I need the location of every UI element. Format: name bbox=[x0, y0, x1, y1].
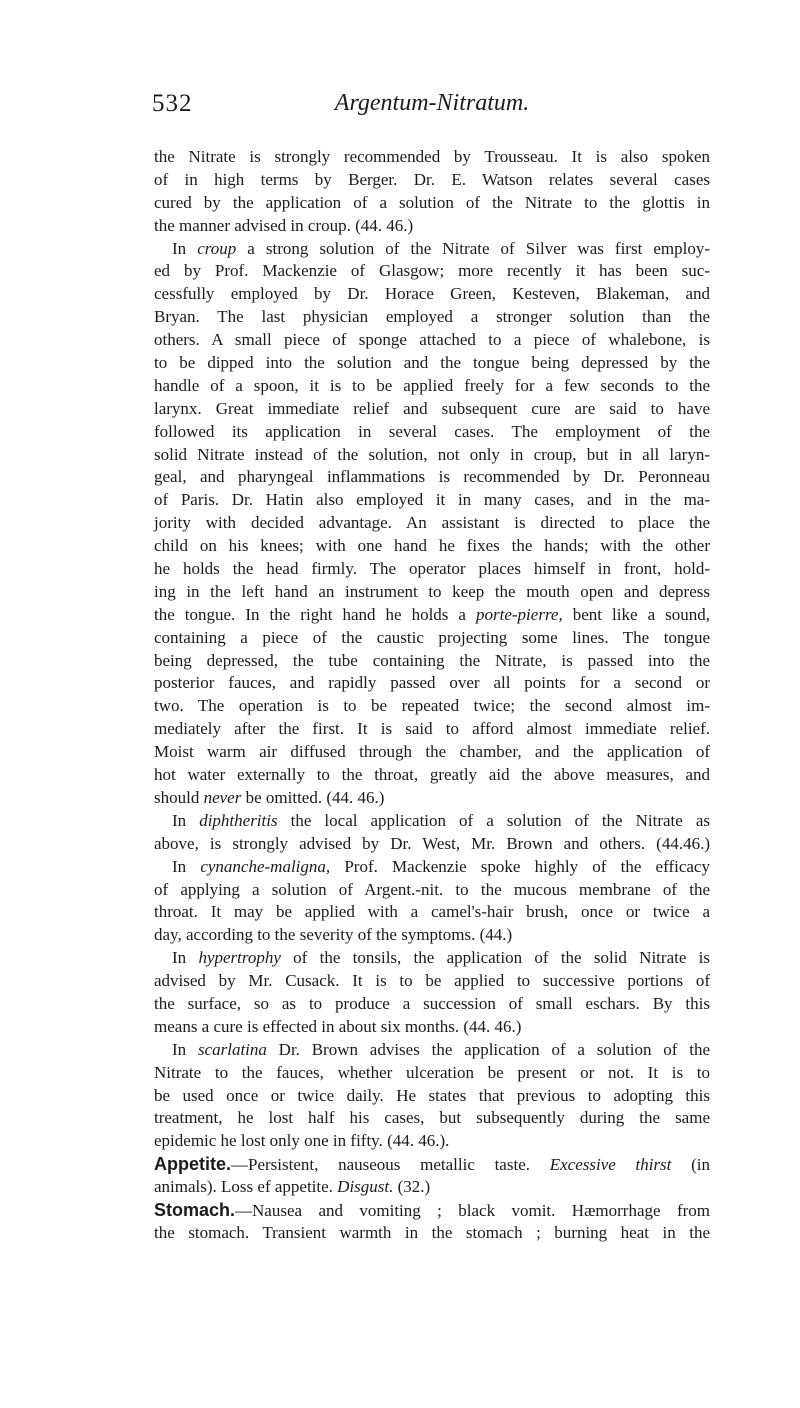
text-line bbox=[154, 146, 710, 169]
text-line bbox=[154, 489, 710, 512]
text-line bbox=[154, 1107, 710, 1130]
text-line bbox=[154, 1222, 710, 1245]
text-run: cured by the application of a solution of the Nitrate to the glottis in bbox=[154, 192, 710, 212]
text-line bbox=[154, 1176, 710, 1199]
text-line bbox=[154, 695, 710, 718]
body-text bbox=[154, 146, 710, 1245]
text-line bbox=[154, 856, 710, 879]
text-run: a strong solution of the Nitrate of Silver was first employ- bbox=[236, 238, 710, 258]
text-line bbox=[154, 718, 710, 741]
italic-term: never bbox=[203, 787, 242, 807]
text-line bbox=[154, 833, 710, 856]
text-line bbox=[154, 924, 710, 947]
text-run: the manner advised in croup. (44. 46.) bbox=[154, 215, 414, 235]
text-run: being depressed, the tube containing the Nitrate, is passed into the bbox=[154, 650, 710, 670]
text-line bbox=[154, 810, 710, 833]
page-header bbox=[152, 90, 712, 126]
text-line bbox=[154, 604, 710, 627]
text-run: be used once or twice daily. He states that previous to adopting this bbox=[154, 1085, 710, 1105]
text-run: above, is strongly advised by Dr. West, Mr. Brown and others. (44.46.) bbox=[154, 833, 710, 853]
text-run: of Paris. Dr. Hatin also employed it in many cases, and in the ma- bbox=[154, 490, 710, 510]
text-line bbox=[154, 947, 710, 970]
text-run: throat. It may be applied with a camel's-hair brush, once or twice a bbox=[154, 902, 710, 922]
italic-term: Excessive thirst bbox=[549, 1155, 672, 1175]
text-run: epidemic he lost only one in fifty. (44. 46.). bbox=[154, 1131, 450, 1151]
text-run: (32.) bbox=[393, 1177, 431, 1197]
text-line bbox=[154, 650, 710, 673]
text-run: he holds the head firmly. The operator places himself in front, hold- bbox=[154, 559, 710, 579]
text-run: others. A small piece of sponge attached to a piece of whalebone, is bbox=[154, 330, 710, 350]
text-line bbox=[154, 993, 710, 1016]
text-line bbox=[154, 375, 710, 398]
italic-term: hypertrophy bbox=[198, 948, 281, 968]
text-line bbox=[154, 215, 710, 238]
text-line bbox=[154, 398, 710, 421]
text-run: treatment, he lost half his cases, but subsequently during the same bbox=[154, 1108, 710, 1128]
text-line bbox=[154, 512, 710, 535]
text-line bbox=[154, 581, 710, 604]
text-run: Dr. Brown advises the application of a solution of the bbox=[266, 1039, 710, 1059]
text-line bbox=[154, 741, 710, 764]
text-run: followed its application in several cases. The employment of the bbox=[154, 421, 710, 441]
text-run: In bbox=[172, 810, 200, 830]
text-run: to be dipped into the solution and the tongue being depressed by the bbox=[154, 353, 710, 373]
text-run: containing a piece of the caustic projecting some lines. The tongue bbox=[154, 627, 710, 647]
italic-term: croup bbox=[197, 238, 237, 258]
text-run: should bbox=[154, 787, 204, 807]
text-run: the Nitrate is strongly recommended by Trousseau. It is also spoken bbox=[154, 147, 710, 166]
text-line bbox=[154, 1062, 710, 1085]
text-line bbox=[154, 192, 710, 215]
text-run: solid Nitrate instead of the solution, not only in croup, but in all laryn- bbox=[154, 444, 710, 464]
text-line bbox=[154, 352, 710, 375]
text-run: Moist warm air diffused through the chamber, and the application of bbox=[154, 742, 710, 762]
italic-term: scarlatina bbox=[197, 1039, 267, 1059]
italic-term: cynanche-maligna, bbox=[200, 856, 331, 876]
text-run: handle of a spoon, it is to be applied freely for a few seconds to the bbox=[154, 375, 710, 395]
text-line bbox=[154, 535, 710, 558]
text-run: —Nausea and vomiting ; black vomit. Hæmorrhage from bbox=[235, 1200, 710, 1220]
text-run: (in bbox=[671, 1155, 711, 1175]
text-line bbox=[154, 787, 710, 810]
text-run: In bbox=[172, 1039, 198, 1059]
text-line bbox=[154, 238, 710, 261]
text-line bbox=[154, 329, 710, 352]
text-run: geal, and pharyngeal inflammations is recommended by Dr. Peronneau bbox=[154, 467, 710, 487]
text-run: of in high terms by Berger. Dr. E. Watson relates several cases bbox=[154, 169, 710, 189]
text-line bbox=[154, 466, 710, 489]
italic-term: porte-pierre, bbox=[476, 604, 563, 624]
text-run: mediately after the first. It is said to afford almost immediate relief. bbox=[154, 719, 710, 739]
text-line bbox=[154, 901, 710, 924]
italic-term: Disgust. bbox=[337, 1177, 394, 1197]
text-run: the surface, so as to produce a succession of small eschars. By this bbox=[154, 993, 710, 1013]
text-line bbox=[154, 1199, 710, 1222]
text-run: of applying a solution of Argent.-nit. to the mucous membrane of the bbox=[154, 879, 710, 899]
text-run: animals). Loss ef appetite. bbox=[154, 1177, 338, 1197]
text-run: In bbox=[172, 856, 201, 876]
text-run: hot water externally to the throat, greatly aid the above measures, and bbox=[154, 765, 710, 785]
text-run: posterior fauces, and rapidly passed over all points for a second or bbox=[154, 673, 710, 693]
text-line bbox=[154, 169, 710, 192]
text-run: of the tonsils, the application of the solid Nitrate is bbox=[280, 948, 710, 968]
section-heading: Stomach. bbox=[154, 1199, 236, 1220]
text-line bbox=[154, 260, 710, 283]
text-run: In bbox=[172, 948, 199, 968]
text-run: ed by Prof. Mackenzie of Glasgow; more recently it has been suc- bbox=[154, 261, 710, 281]
text-line bbox=[154, 672, 710, 695]
text-line bbox=[154, 1039, 710, 1062]
text-run: the tongue. In the right hand he holds a bbox=[154, 604, 477, 624]
text-line bbox=[154, 879, 710, 902]
text-run: —Persistent, nauseous metallic taste. bbox=[231, 1155, 550, 1175]
text-line bbox=[154, 444, 710, 467]
section-heading: Appetite. bbox=[154, 1154, 232, 1175]
text-run: means a cure is effected in about six months. (44. 46.) bbox=[154, 1016, 522, 1036]
text-line bbox=[154, 283, 710, 306]
text-line bbox=[154, 306, 710, 329]
text-line bbox=[154, 764, 710, 787]
text-run: Nitrate to the fauces, whether ulceration be present or not. It is to bbox=[154, 1062, 710, 1082]
text-line bbox=[154, 970, 710, 993]
text-run: day, according to the severity of the symptoms. (44.) bbox=[154, 925, 513, 945]
text-line bbox=[154, 421, 710, 444]
text-run: the local application of a solution of the Nitrate as bbox=[277, 810, 710, 830]
text-run: two. The operation is to be repeated twice; the second almost im- bbox=[154, 696, 710, 716]
text-line bbox=[154, 1130, 710, 1153]
text-run: larynx. Great immediate relief and subsequent cure are said to have bbox=[154, 398, 710, 418]
text-run: jority with decided advantage. An assistant is directed to place the bbox=[154, 513, 710, 533]
text-line bbox=[154, 627, 710, 650]
text-run: Bryan. The last physician employed a stronger solution than the bbox=[154, 307, 710, 327]
text-run: bent like a sound, bbox=[562, 604, 710, 624]
text-run: advised by Mr. Cusack. It is to be applied to successive portions of bbox=[154, 971, 710, 991]
text-run: the stomach. Transient warmth in the stomach ; burning heat in the bbox=[154, 1222, 710, 1242]
text-run: ing in the left hand an instrument to keep the mouth open and depress bbox=[154, 581, 710, 601]
text-run: child on his knees; with one hand he fixes the hands; with the other bbox=[154, 536, 710, 556]
text-run: In bbox=[172, 238, 198, 258]
text-run: Prof. Mackenzie spoke highly of the efficacy bbox=[330, 856, 710, 876]
text-line bbox=[154, 1153, 710, 1176]
text-run: be omitted. (44. 46.) bbox=[241, 787, 385, 807]
text-line bbox=[154, 558, 710, 581]
italic-term: diphtheritis bbox=[199, 810, 278, 830]
text-line bbox=[154, 1085, 710, 1108]
page-number: 532 bbox=[152, 90, 193, 117]
text-line bbox=[154, 1016, 710, 1039]
running-title: Argentum-Nitratum. bbox=[334, 90, 530, 116]
text-run: cessfully employed by Dr. Horace Green, Kesteven, Blakeman, and bbox=[154, 284, 710, 304]
